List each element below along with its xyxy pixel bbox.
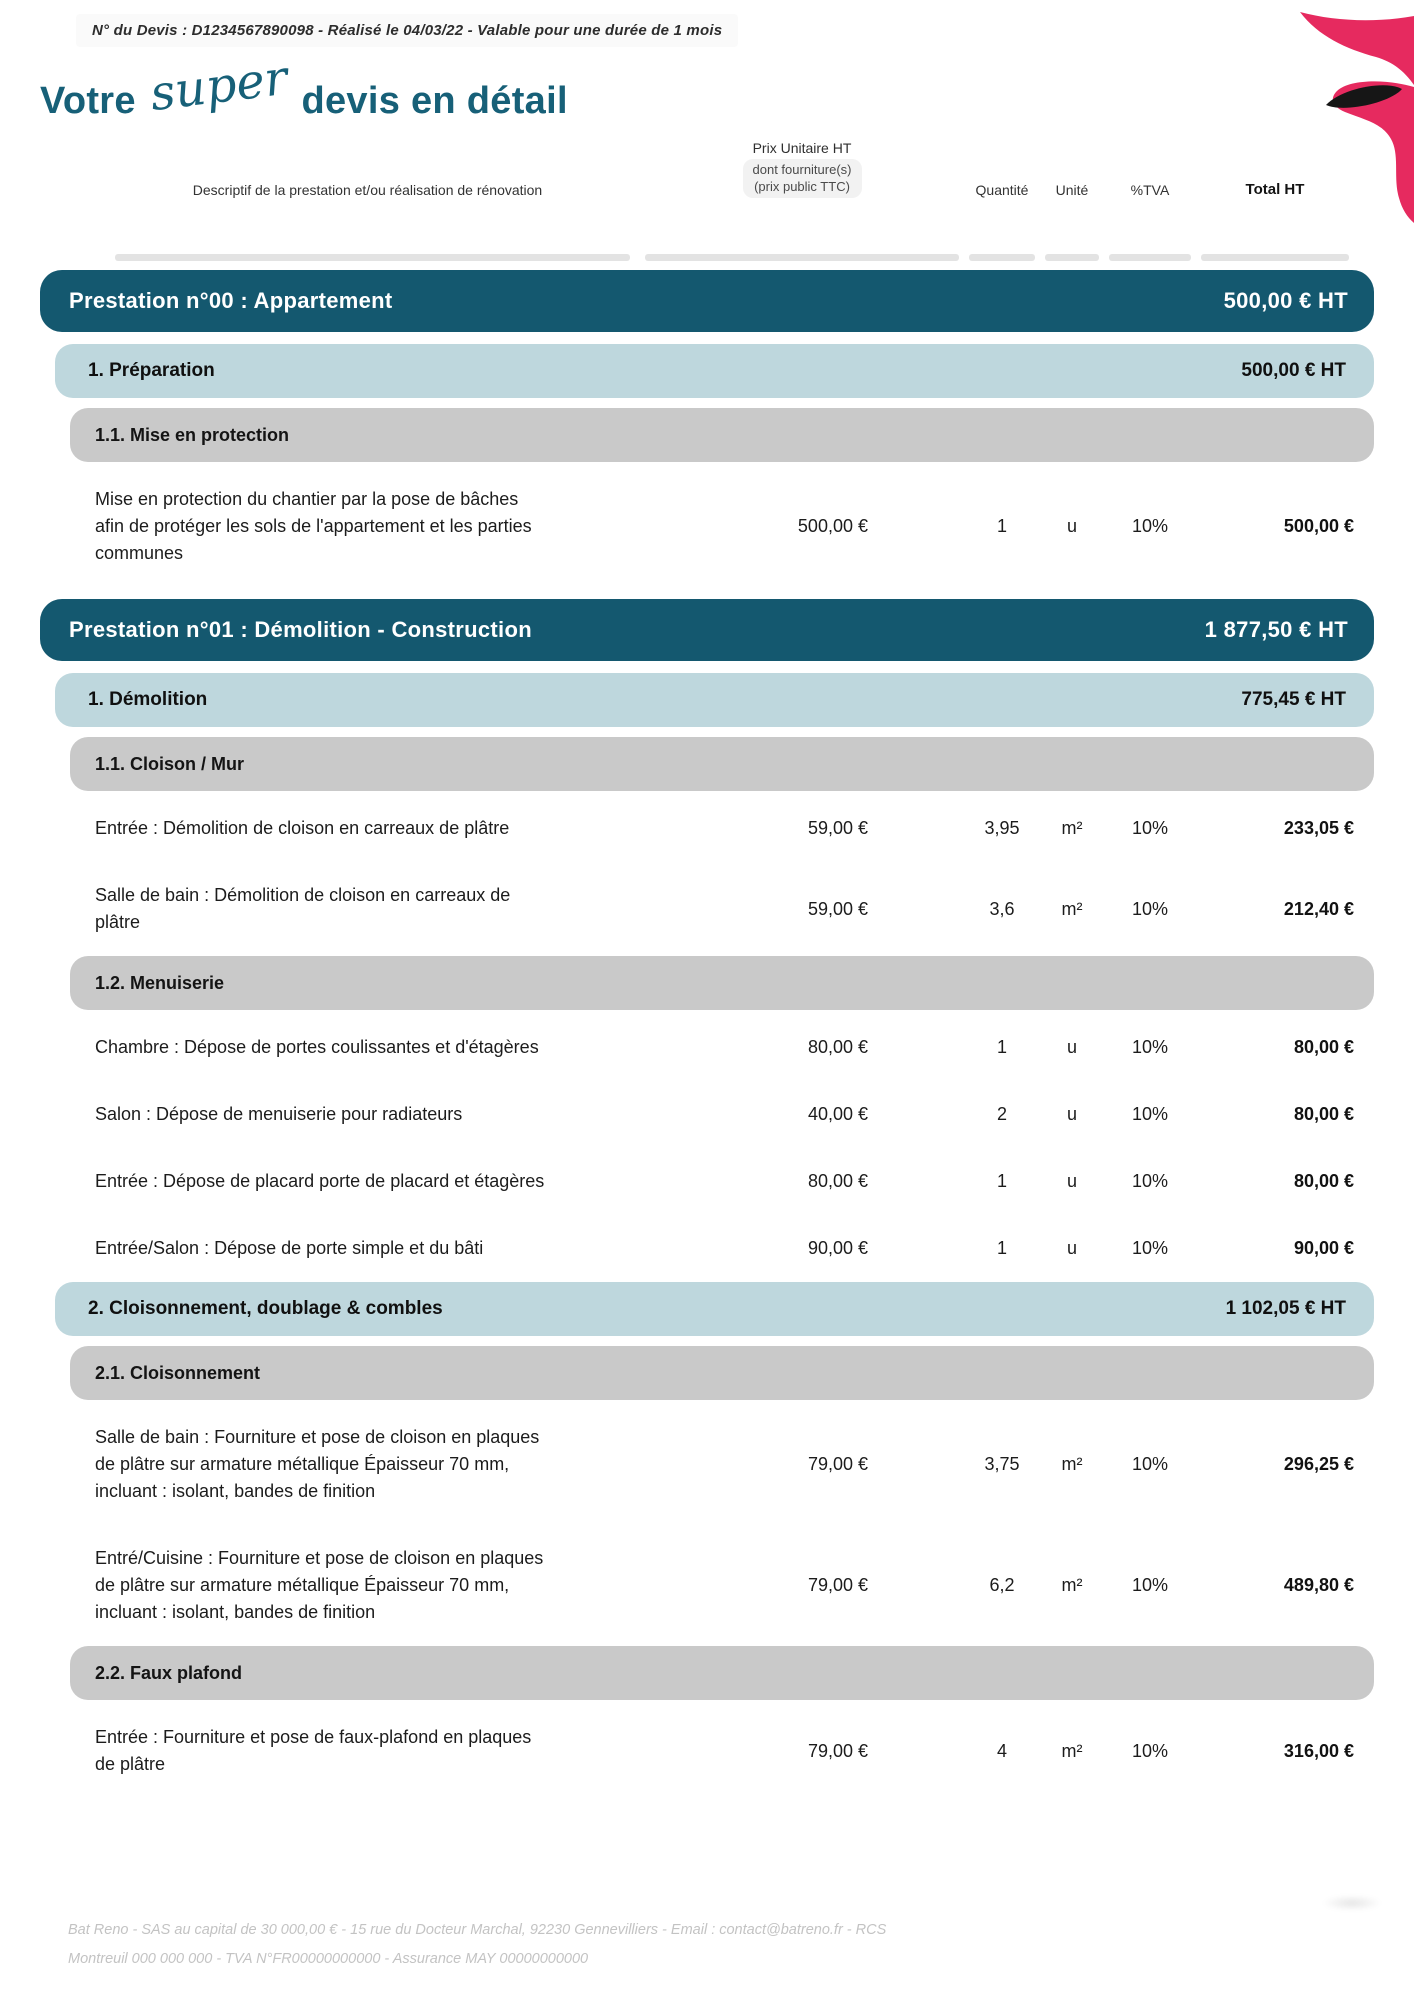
line-item-total: 90,00 € [1293,1238,1354,1258]
line-item-tva: 10% [1131,1740,1169,1761]
line-item-unit: u [1066,516,1077,536]
line-item-tva: 10% [1131,898,1169,919]
title-prefix: Votre [40,80,136,122]
line-item-total: 489,80 € [1283,1575,1354,1595]
column-header-unite: Unité [1055,182,1089,198]
column-header-total: Total HT [1245,181,1305,198]
line-item-total: 212,40 € [1283,898,1354,919]
line-item-total: 500,00 € [1283,516,1354,536]
line-item-row [95,466,1354,587]
column-header-tva: %TVA [1130,182,1170,198]
line-item-description: Salon : Dépose de menuiserie pour radiateurs [95,1104,463,1124]
line-item-unit: u [1066,1238,1077,1258]
line-item-row [95,1148,1354,1215]
subsection-title: 2.2. Faux plafond [95,1662,243,1683]
line-item-unit-price: 79,00 € [807,1454,868,1474]
line-item-row [95,1081,1354,1148]
legal-footer [68,1916,886,1974]
subsection-header-bar [70,408,1374,462]
line-item-quantity: 1 [996,1171,1007,1191]
subsection-title: 2.1. Cloisonnement [95,1362,261,1383]
line-item-unit: m² [1061,898,1083,919]
prix-header-line2: dont fourniture(s) [752,162,852,177]
line-item-quantity: 4 [996,1740,1007,1761]
prestation-total: 1 877,50 € HT [1204,617,1348,642]
legal-footer-line2: Montreuil 000 000 000 - TVA N°FR00000000000 - Assurance MAY 00000000000 [68,1951,589,1967]
line-item-unit-price: 90,00 € [807,1238,868,1258]
subsection-title: 1.1. Cloison / Mur [95,753,245,774]
line-item-row [95,1525,1354,1646]
column-header-quantite: Quantité [975,182,1029,198]
line-item-unit-price: 79,00 € [807,1740,868,1761]
subsection-header-bar [70,956,1374,1010]
column-header-prix-unitaire [640,140,964,202]
line-item-tva: 10% [1131,1454,1169,1474]
line-item-unit-price: 59,00 € [807,818,868,838]
title-script-word: super [146,49,291,123]
line-item-total: 316,00 € [1283,1740,1354,1761]
divider-segment [645,254,959,261]
divider-segment [1045,254,1099,261]
line-item-tva: 10% [1131,1037,1169,1057]
line-item-row [95,795,1354,862]
quote-meta-line: N° du Devis : D1234567890098 - Réalisé le 04/03/22 - Valable pour une durée de 1 mois [76,14,738,47]
line-item-description: Entrée/Salon : Dépose de porte simple et du bâti [95,1238,484,1258]
line-item-description: Entrée : Démolition de cloison en carreaux de plâtre [95,818,510,838]
page-title [40,49,568,123]
line-item-unit-price: 40,00 € [807,1104,868,1124]
line-item-quantity: 3,75 [984,1454,1020,1474]
line-item-tva: 10% [1131,516,1169,536]
line-item-unit-price: 79,00 € [807,1575,868,1595]
line-item-row [95,1215,1354,1282]
prix-header-line3: (prix public TTC) [754,179,850,194]
line-item-quantity: 3,95 [984,818,1020,838]
section-title: 1. Démolition [88,689,208,710]
line-item-total: 233,05 € [1283,818,1354,838]
legal-footer-line1: Bat Reno - SAS au capital de 30 000,00 € - 15 rue du Docteur Marchal, 92230 Gennevilliers - Email : contact@batreno.fr - RCS [68,1922,887,1938]
line-item-total: 296,25 € [1283,1454,1354,1474]
page-curl-shadow [1322,1895,1382,1911]
line-item-tva: 10% [1131,1575,1169,1595]
column-header-descriptif: Descriptif de la prestation et/ou réalisation de rénovation [192,182,543,198]
line-item-tva: 10% [1131,1171,1169,1191]
section-header-bar [55,673,1374,727]
subsection-title: 1.2. Menuiserie [95,972,225,993]
line-item-row [95,1704,1354,1798]
subsection-header-bar [70,1346,1374,1400]
prestation-total: 500,00 € HT [1223,288,1348,313]
divider-segment [115,254,630,261]
line-item-quantity: 1 [996,1238,1007,1258]
line-item-tva: 10% [1131,818,1169,838]
line-item-quantity: 6,2 [989,1575,1015,1595]
line-item-description: Salle de bain : Fourniture et pose de cloison en plaques de plâtre sur armature métallique Épaisseur 70 mm, incluant : isolant, bandes de finition [95,1427,540,1501]
prestation-title: Prestation n°00 : Appartement [69,288,393,313]
line-item-unit: m² [1061,818,1083,838]
line-item-tva: 10% [1131,1238,1169,1258]
prestation-header-bar [40,270,1374,332]
table-header-divider [95,254,1354,261]
line-item-quantity: 2 [996,1104,1007,1124]
line-item-tva: 10% [1131,1104,1169,1124]
section-header-bar [55,1282,1374,1336]
line-item-unit: u [1066,1171,1077,1191]
line-item-unit-price: 80,00 € [807,1037,868,1057]
divider-segment [1201,254,1349,261]
line-item-description: Entrée : Dépose de placard porte de placard et étagères [95,1171,545,1191]
section-header-bar [55,344,1374,398]
section-title: 2. Cloisonnement, doublage & combles [88,1298,443,1319]
section-total: 1 102,05 € HT [1225,1298,1346,1319]
line-item-total: 80,00 € [1293,1104,1354,1124]
line-item-description: Entrée : Fourniture et pose de faux-plafond en plaques de plâtre [95,1727,532,1774]
prix-header-line1: Prix Unitaire HT [752,140,852,156]
prix-header-note [743,159,862,198]
section-title: 1. Préparation [88,360,215,381]
line-item-total: 80,00 € [1293,1037,1354,1057]
line-item-row [95,862,1354,956]
divider-segment [1109,254,1191,261]
prestations [40,270,1374,1798]
section-total: 500,00 € HT [1241,360,1346,381]
line-item-unit: m² [1061,1740,1083,1761]
line-item-unit: u [1066,1037,1077,1057]
line-item-unit: u [1066,1104,1077,1124]
prestation-header-bar [40,599,1374,661]
subsection-title: 1.1. Mise en protection [95,424,290,445]
prestation-title: Prestation n°01 : Démolition - Construction [69,617,532,642]
line-item-unit-price: 59,00 € [807,898,868,919]
line-item-description: Salle de bain : Démolition de cloison en carreaux de plâtre [95,885,511,932]
line-item-description: Mise en protection du chantier par la pose de bâches afin de protéger les sols de l'appartement et les parties communes [95,489,532,563]
divider-segment [969,254,1035,261]
section-total: 775,45 € HT [1241,689,1346,710]
line-item-row [95,1404,1354,1525]
line-item-unit-price: 80,00 € [807,1171,868,1191]
line-item-quantity: 1 [996,1037,1007,1057]
line-item-unit-price: 500,00 € [797,516,868,536]
line-item-description: Entré/Cuisine : Fourniture et pose de cloison en plaques de plâtre sur armature métallique Épaisseur 70 mm, incluant : isolant, bandes de finition [95,1548,544,1622]
line-item-quantity: 3,6 [989,898,1015,919]
subsection-header-bar [70,737,1374,791]
line-item-quantity: 1 [996,516,1007,536]
line-item-unit: m² [1061,1575,1083,1595]
line-item-description: Chambre : Dépose de portes coulissantes et d'étagères [95,1037,539,1057]
subsection-header-bar [70,1646,1374,1700]
line-item-total: 80,00 € [1293,1171,1354,1191]
table-header [95,138,1354,202]
line-item-unit: m² [1061,1454,1083,1474]
line-item-row [95,1014,1354,1081]
title-suffix: devis en détail [301,80,568,122]
